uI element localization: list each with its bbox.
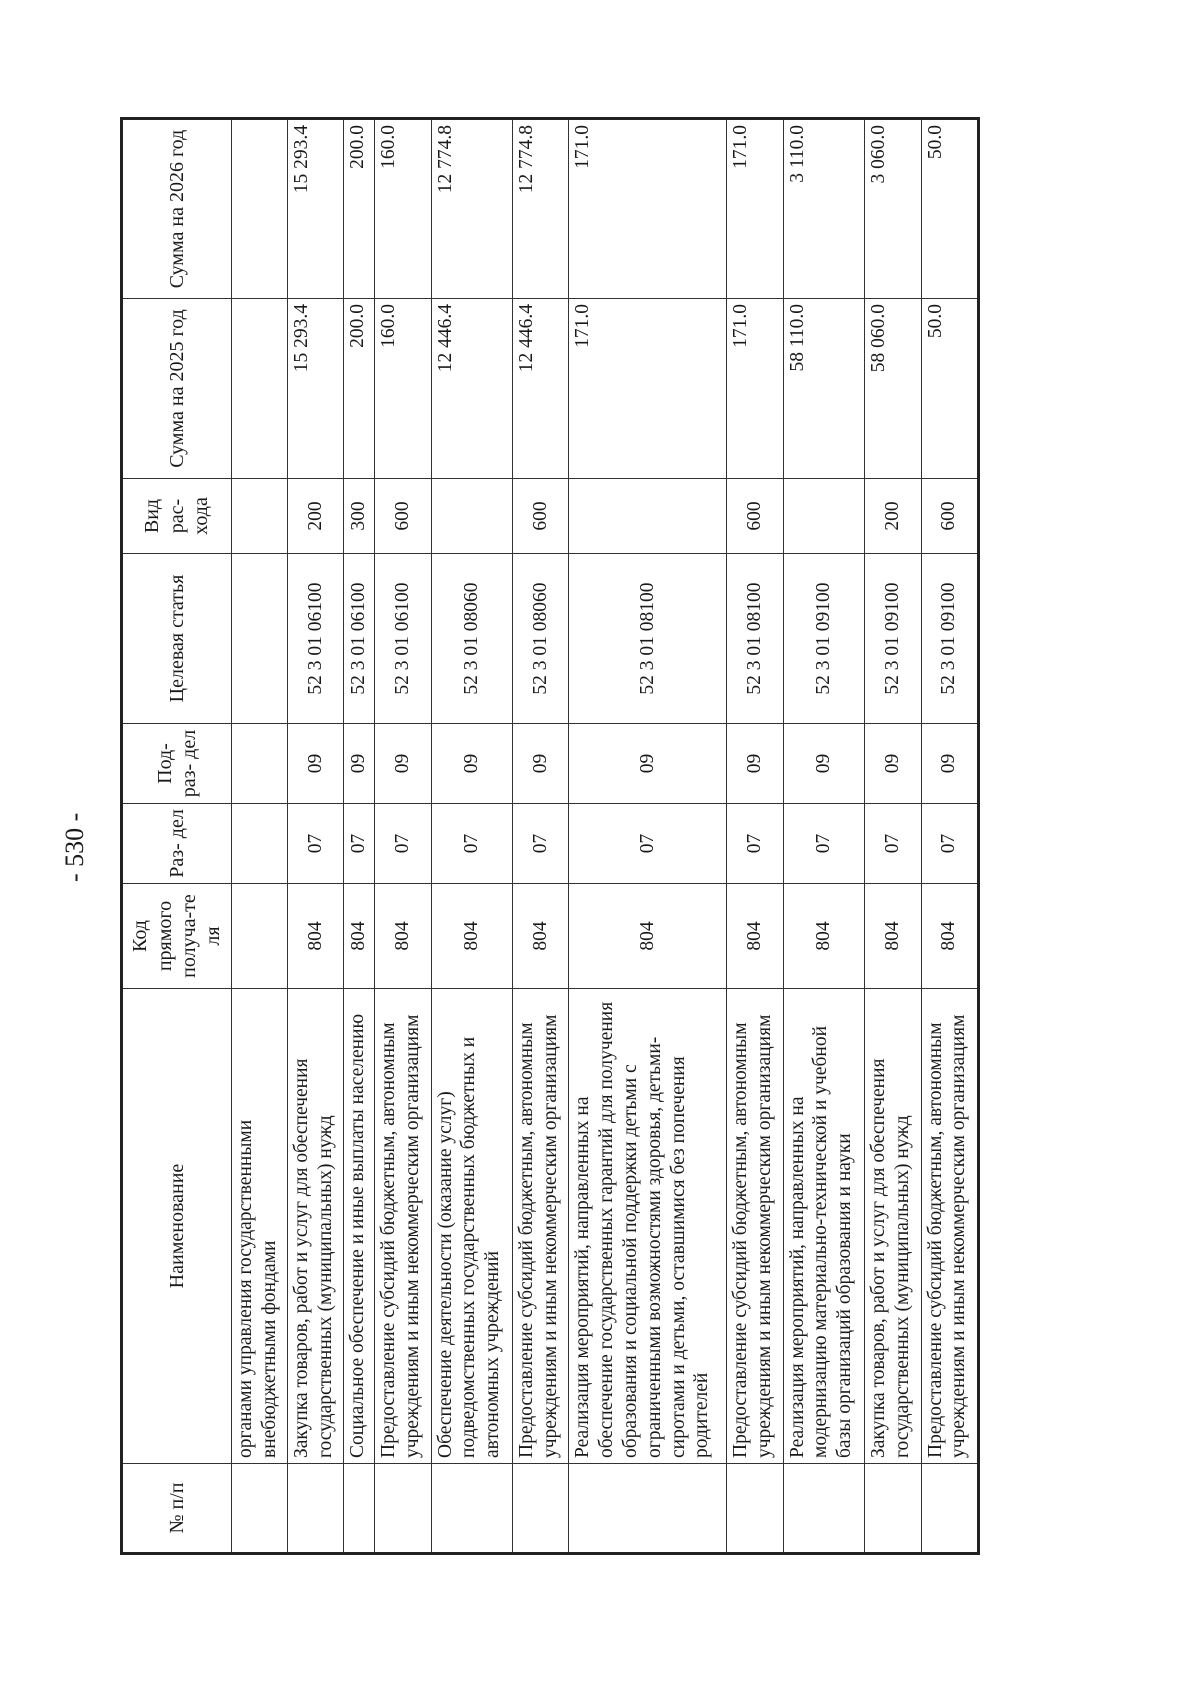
header-code: Код прямого получа-те ля (122, 884, 232, 989)
table-row (232, 119, 288, 1554)
cell-num (727, 1464, 783, 1554)
cell-sum-2026: 160.0 (375, 119, 431, 299)
cell-name: Реализация мероприятий, направленных на модернизацию материально-технической и учебной базы организаций образования и науки (783, 989, 865, 1464)
cell-vid: 300 (344, 479, 375, 554)
cell-sum-2025: 12 446.4 (513, 299, 569, 479)
cell-code (232, 884, 288, 989)
cell-razdel: 07 (569, 804, 727, 884)
cell-sum-2025 (232, 299, 288, 479)
cell-num (513, 1464, 569, 1554)
cell-code: 804 (783, 884, 865, 989)
cell-sum-2025: 50.0 (921, 299, 978, 479)
cell-podrazdel: 09 (288, 724, 344, 804)
cell-name: Социальное обеспечение и иные выплаты населению (344, 989, 375, 1464)
cell-target: 52 3 01 06100 (344, 554, 375, 724)
cell-name: Закупка товаров, работ и услуг для обеспечения государственных (муниципальных) нужд (288, 989, 344, 1464)
cell-target: 52 3 01 08060 (513, 554, 569, 724)
cell-target: 52 3 01 09100 (865, 554, 921, 724)
header-name: Наименование (122, 989, 232, 1464)
table-row (344, 119, 375, 1554)
cell-podrazdel: 09 (569, 724, 727, 804)
cell-vid: 600 (513, 479, 569, 554)
cell-sum-2026: 200.0 (344, 119, 375, 299)
cell-sum-2025: 15 293.4 (288, 299, 344, 479)
cell-sum-2025: 200.0 (344, 299, 375, 479)
cell-razdel: 07 (431, 804, 513, 884)
cell-target: 52 3 01 08100 (727, 554, 783, 724)
cell-razdel: 07 (375, 804, 431, 884)
cell-name: Предоставление субсидий бюджетным, автономным учреждениям и иным некоммерческим организациям (513, 989, 569, 1464)
cell-num (569, 1464, 727, 1554)
table-row (921, 119, 978, 1554)
cell-sum-2025: 171.0 (569, 299, 727, 479)
cell-razdel: 07 (344, 804, 375, 884)
cell-target: 52 3 01 09100 (783, 554, 865, 724)
cell-num (232, 1464, 288, 1554)
cell-podrazdel: 09 (513, 724, 569, 804)
table-header-row (122, 119, 232, 1554)
cell-podrazdel: 09 (344, 724, 375, 804)
header-num: № п/п (122, 1464, 232, 1554)
cell-num (921, 1464, 978, 1554)
header-sum-2025: Сумма на 2025 год (122, 299, 232, 479)
cell-sum-2026: 171.0 (569, 119, 727, 299)
cell-sum-2025: 12 446.4 (431, 299, 513, 479)
cell-razdel: 07 (727, 804, 783, 884)
cell-vid (569, 479, 727, 554)
cell-vid: 200 (288, 479, 344, 554)
cell-sum-2026: 50.0 (921, 119, 978, 299)
cell-name: Предоставление субсидий бюджетным, автономным учреждениям и иным некоммерческим организациям (375, 989, 431, 1464)
header-sum-2026: Сумма на 2026 год (122, 119, 232, 299)
table-row (783, 119, 865, 1554)
rotated-table-wrapper (120, 120, 980, 1555)
cell-sum-2026: 3 110.0 (783, 119, 865, 299)
cell-name: Закупка товаров, работ и услуг для обеспечения государственных (муниципальных) нужд (865, 989, 921, 1464)
page-number: - 530 - (60, 812, 89, 882)
cell-target: 52 3 01 06100 (375, 554, 431, 724)
cell-sum-2026: 171.0 (727, 119, 783, 299)
cell-sum-2025: 171.0 (727, 299, 783, 479)
header-vid: Вид рас- хода (122, 479, 232, 554)
cell-target: 52 3 01 09100 (921, 554, 978, 724)
cell-sum-2025: 58 110.0 (783, 299, 865, 479)
cell-vid: 200 (865, 479, 921, 554)
cell-num (375, 1464, 431, 1554)
cell-code: 804 (865, 884, 921, 989)
header-podrazdel: Под- раз- дел (122, 724, 232, 804)
cell-code: 804 (375, 884, 431, 989)
table-body (232, 119, 979, 1554)
cell-razdel: 07 (513, 804, 569, 884)
cell-sum-2026 (232, 119, 288, 299)
cell-num (783, 1464, 865, 1554)
cell-podrazdel: 09 (727, 724, 783, 804)
cell-razdel: 07 (865, 804, 921, 884)
table-row (431, 119, 513, 1554)
cell-razdel: 07 (783, 804, 865, 884)
table-row (865, 119, 921, 1554)
table-row (375, 119, 431, 1554)
cell-podrazdel (232, 724, 288, 804)
table-row (288, 119, 344, 1554)
table-row (569, 119, 727, 1554)
cell-code: 804 (727, 884, 783, 989)
cell-name: Обеспечение деятельности (оказание услуг) подведомственных государственных бюджетных и автономных учреждений (431, 989, 513, 1464)
cell-vid: 600 (921, 479, 978, 554)
cell-sum-2026: 3 060.0 (865, 119, 921, 299)
cell-target (232, 554, 288, 724)
cell-code: 804 (921, 884, 978, 989)
table-row (513, 119, 569, 1554)
budget-table (120, 117, 980, 1555)
cell-target: 52 3 01 06100 (288, 554, 344, 724)
cell-name: Реализация мероприятий, направленных на обеспечение государственных гарантий для получения образования и социальной поддержки детьми с ограниченными возможностями здоровья, детьми-сиротами и детьми, оставшимися без попечения родителей (569, 989, 727, 1464)
cell-num (431, 1464, 513, 1554)
cell-podrazdel: 09 (431, 724, 513, 804)
header-target: Целевая статья (122, 554, 232, 724)
cell-code: 804 (513, 884, 569, 989)
cell-podrazdel: 09 (865, 724, 921, 804)
cell-sum-2026: 15 293.4 (288, 119, 344, 299)
cell-sum-2026: 12 774.8 (431, 119, 513, 299)
cell-code: 804 (431, 884, 513, 989)
cell-target: 52 3 01 08060 (431, 554, 513, 724)
cell-razdel (232, 804, 288, 884)
cell-target: 52 3 01 08100 (569, 554, 727, 724)
cell-razdel: 07 (921, 804, 978, 884)
cell-sum-2025: 160.0 (375, 299, 431, 479)
cell-code: 804 (344, 884, 375, 989)
cell-podrazdel: 09 (921, 724, 978, 804)
cell-vid: 600 (727, 479, 783, 554)
cell-podrazdel: 09 (783, 724, 865, 804)
cell-vid (431, 479, 513, 554)
cell-vid (783, 479, 865, 554)
cell-vid: 600 (375, 479, 431, 554)
cell-podrazdel: 09 (375, 724, 431, 804)
cell-num (344, 1464, 375, 1554)
table-row (727, 119, 783, 1554)
cell-code: 804 (288, 884, 344, 989)
header-razdel: Раз- дел (122, 804, 232, 884)
cell-code: 804 (569, 884, 727, 989)
cell-name: органами управления государственными внебюджетными фондами (232, 989, 288, 1464)
cell-sum-2026: 12 774.8 (513, 119, 569, 299)
cell-name: Предоставление субсидий бюджетным, автономным учреждениям и иным некоммерческим организациям (921, 989, 978, 1464)
cell-num (288, 1464, 344, 1554)
cell-num (865, 1464, 921, 1554)
cell-sum-2025: 58 060.0 (865, 299, 921, 479)
cell-razdel: 07 (288, 804, 344, 884)
cell-vid (232, 479, 288, 554)
cell-name: Предоставление субсидий бюджетным, автономным учреждениям и иным некоммерческим организациям (727, 989, 783, 1464)
